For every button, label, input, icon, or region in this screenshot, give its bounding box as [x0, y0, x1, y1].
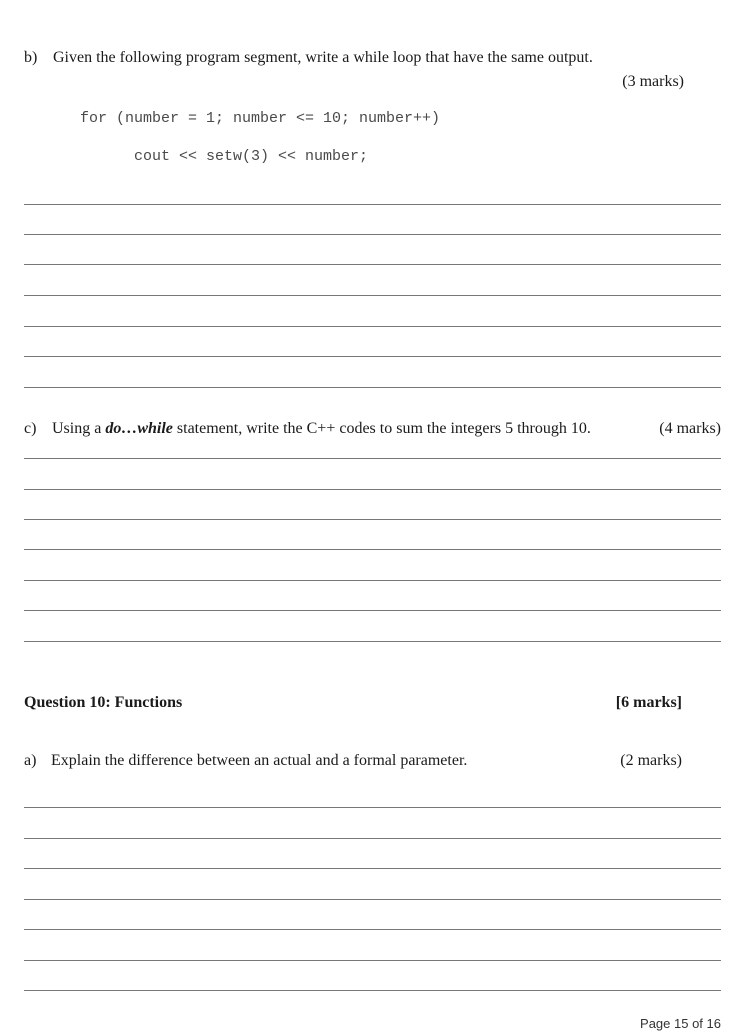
- q10-part-a-label: a): [24, 752, 37, 769]
- answer-line[interactable]: [24, 807, 721, 808]
- part-c-label: c): [24, 420, 37, 437]
- answer-line[interactable]: [24, 326, 721, 327]
- question-10-marks: [6 marks]: [615, 694, 682, 711]
- part-c-text-after: statement, write the C++ codes to sum the integers 5 through 10.: [172, 420, 591, 437]
- answer-line[interactable]: [24, 641, 721, 642]
- answer-line[interactable]: [24, 899, 721, 900]
- code-line-for: for (number = 1; number <= 10; number++): [80, 110, 441, 127]
- answer-line[interactable]: [24, 868, 721, 869]
- answer-line[interactable]: [24, 458, 721, 459]
- answer-line[interactable]: [24, 838, 721, 839]
- answer-line[interactable]: [24, 387, 721, 388]
- answer-line[interactable]: [24, 580, 721, 581]
- code-line-cout: cout << setw(3) << number;: [134, 148, 369, 165]
- answer-line[interactable]: [24, 929, 721, 930]
- part-c-marks: (4 marks): [659, 420, 721, 437]
- page-number: Page 15 of 16: [640, 1016, 721, 1031]
- answer-line[interactable]: [24, 234, 721, 235]
- answer-line[interactable]: [24, 549, 721, 550]
- answer-line[interactable]: [24, 990, 721, 991]
- answer-line[interactable]: [24, 356, 721, 357]
- part-b-label: b): [24, 49, 38, 66]
- answer-line[interactable]: [24, 264, 721, 265]
- answer-line[interactable]: [24, 295, 721, 296]
- part-c-question: [52, 420, 591, 438]
- answer-line[interactable]: [24, 960, 721, 961]
- part-b-question: Given the following program segment, write a while loop that have the same output.: [53, 49, 593, 66]
- answer-line[interactable]: [24, 610, 721, 611]
- part-c-keyword: do…while: [105, 420, 173, 437]
- q10-part-a-marks: (2 marks): [620, 752, 682, 769]
- answer-line[interactable]: [24, 519, 721, 520]
- answer-line[interactable]: [24, 489, 721, 490]
- answer-line[interactable]: [24, 204, 721, 205]
- part-c-text-before: Using a: [52, 420, 106, 437]
- question-10-title: Question 10: Functions: [24, 694, 183, 711]
- q10-part-a-question: Explain the difference between an actual and a formal parameter.: [51, 752, 468, 769]
- part-b-marks: (3 marks): [622, 73, 684, 90]
